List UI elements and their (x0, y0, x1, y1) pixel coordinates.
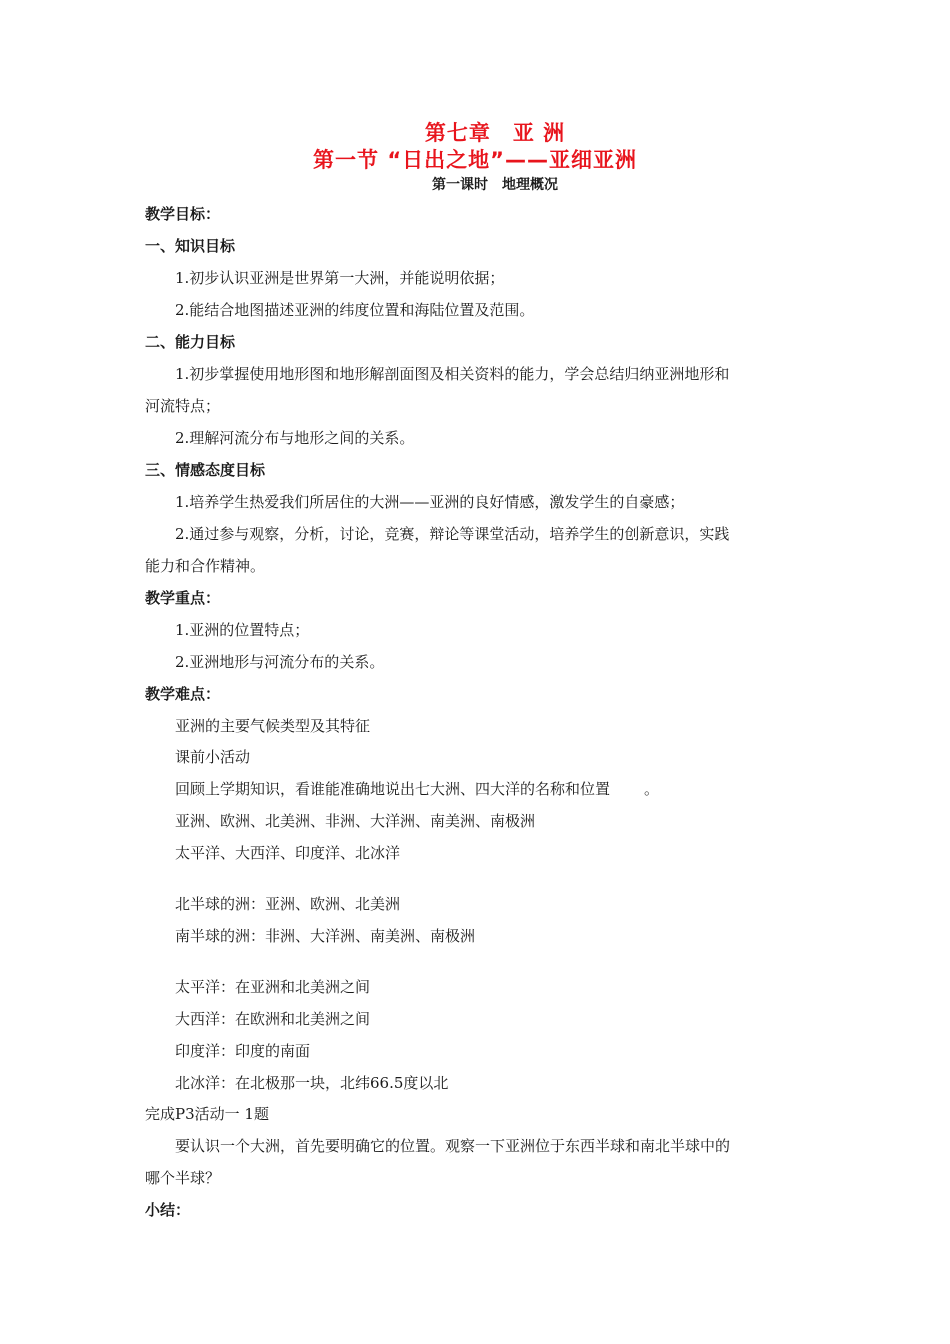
north-hemisphere-continents: 北半球的洲：亚洲、欧洲、北美洲 (175, 895, 401, 913)
ability-item-1-continued: 河流特点； (145, 397, 221, 415)
activity-label: 课前小活动 (175, 748, 251, 766)
chapter-title: 第七章 亚 洲 (424, 121, 566, 145)
ability-item-2: 2.理解河流分布与地形之间的关系。 (175, 429, 415, 447)
title-block (0, 120, 950, 196)
lesson-title: 第一课时 地理概况 (432, 177, 558, 193)
knowledge-item-1: 1.初步认识亚洲是世界第一大洲，并能说明依据； (175, 269, 505, 287)
objectives-heading: 教学目标： (145, 205, 221, 223)
knowledge-heading: 一、知识目标 (145, 237, 236, 255)
question-line-continued: 哪个半球？ (145, 1169, 221, 1187)
review-prompt (175, 778, 659, 799)
review-end: 。 (644, 780, 660, 798)
task-line: 完成P3活动一 1题 (145, 1105, 269, 1123)
ability-heading: 二、能力目标 (145, 333, 236, 351)
knowledge-item-2: 2.能结合地图描述亚洲的纬度位置和海陆位置及范围。 (175, 301, 535, 319)
summary-heading: 小结： (145, 1201, 191, 1219)
emotion-item-1: 1.培养学生热爱我们所居住的大洲——亚洲的良好情感，激发学生的自豪感； (175, 493, 685, 511)
difficulty-item: 亚洲的主要气候类型及其特征 (175, 717, 371, 735)
question-line: 要认识一个大洲，首先要明确它的位置。观察一下亚洲位于东西半球和南北半球中的 (175, 1137, 731, 1155)
emotion-item-2: 2.通过参与观察，分析，讨论，竞赛，辩论等课堂活动，培养学生的创新意识，实践 (175, 525, 730, 543)
pacific-ocean-location: 太平洋：在亚洲和北美洲之间 (175, 978, 371, 996)
emotion-item-2-continued: 能力和合作精神。 (145, 557, 266, 575)
difficulty-heading: 教学难点： (145, 685, 221, 703)
emotion-heading: 三、情感态度目标 (145, 461, 266, 479)
section-title: 第一节 “日出之地”——亚细亚洲 (313, 148, 637, 172)
key-points-heading: 教学重点： (145, 589, 221, 607)
atlantic-ocean-location: 大西洋：在欧洲和北美洲之间 (175, 1010, 371, 1028)
key-point-1: 1.亚洲的位置特点； (175, 621, 310, 639)
review-text: 回顾上学期知识，看谁能准确地说出七大洲、四大洋的名称和位置 (175, 780, 611, 798)
south-hemisphere-continents: 南半球的洲：非洲、大洋洲、南美洲、南极洲 (175, 927, 476, 945)
continents-list: 亚洲、欧洲、北美洲、非洲、大洋洲、南美洲、南极洲 (175, 812, 536, 830)
oceans-list: 太平洋、大西洋、印度洋、北冰洋 (175, 844, 401, 862)
key-point-2: 2.亚洲地形与河流分布的关系。 (175, 653, 385, 671)
arctic-ocean-location: 北冰洋：在北极那一块，北纬66.5度以北 (175, 1074, 449, 1092)
ability-item-1: 1.初步掌握使用地形图和地形解剖面图及相关资料的能力，学会总结归纳亚洲地形和 (175, 365, 730, 383)
indian-ocean-location: 印度洋：印度的南面 (175, 1042, 311, 1060)
